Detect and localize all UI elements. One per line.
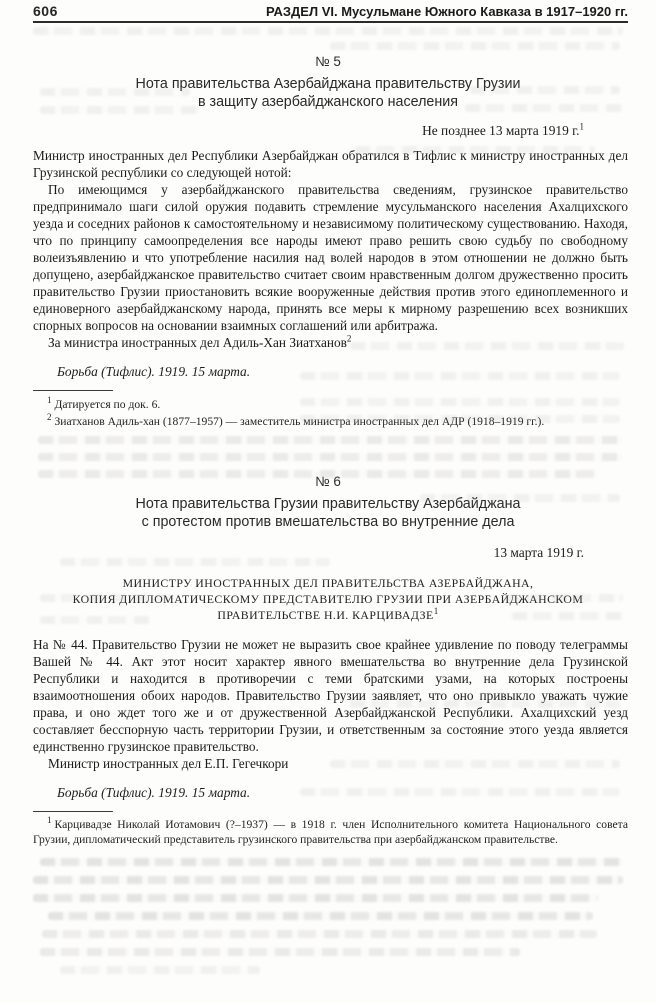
- bleedthrough-text: [38, 436, 623, 444]
- doc6-footnote-1-ref: 1: [47, 815, 52, 826]
- doc5-date-text: Не позднее 13 марта 1919 г.: [422, 123, 580, 138]
- doc5-signature-text: За министра иностранных дел Адиль-Хан Зиатханов: [48, 335, 347, 350]
- bleedthrough-text: [330, 42, 620, 50]
- doc5-signature-footnote-ref: 2: [346, 333, 352, 344]
- doc5-date-footnote-ref: 1: [579, 121, 584, 132]
- bleedthrough-text: [33, 27, 623, 35]
- doc6-addressee-line3: [0, 607, 656, 623]
- doc5-title-line2: в защиту азербайджанского населения: [197, 94, 459, 110]
- doc6-addressee-footnote-ref: 1: [433, 606, 439, 617]
- doc6-footnote-1: [33, 817, 628, 847]
- bleedthrough-text: [33, 894, 598, 902]
- bleedthrough-text: [42, 930, 597, 938]
- bleedthrough-text: [33, 876, 623, 884]
- doc5-title: [0, 75, 656, 111]
- doc6-paragraph-body: На № 44. Правительство Грузии не может не выразить свое крайнее удивление по поводу телеграммы Вашей № 44. Акт этот носит характер явного вмешательства во внутренние дела Грузинской Республики и находится в противоречии с теми братскими узами, на которых построены взаимоотношения обоих народов. Правительство Грузии заявляет, что оно привыкло уважать чужие права, и оно ждет того же и от дружественной Азербайджанской Республики. Ахалцихский уезд составляет бесспорную часть территории Грузии, и ответственным за состояние этого уезда является единственно грузинское правительство.: [33, 637, 628, 754]
- bleedthrough-text: [60, 966, 260, 974]
- section-header-title: РАЗДЕЛ VI. Мусульмане Южного Кавказа в 1917–1920 гг.: [265, 4, 628, 19]
- bleedthrough-text: [38, 453, 623, 461]
- doc5-footnote-2-text: Зиатханов Адиль-хан (1877–1957) — заместитель министра иностранных дел АДР (1918–1919 гг.).: [54, 415, 545, 428]
- doc5-footnote-2-ref: 2: [47, 412, 52, 423]
- bleedthrough-text: [48, 912, 593, 920]
- bleedthrough-text: [40, 858, 623, 866]
- doc5-number: № 5: [315, 54, 341, 69]
- doc6-footnote-rule: [33, 811, 113, 812]
- header-rule: [33, 21, 628, 23]
- doc6-addressee-line2: КОПИЯ ДИПЛОМАТИЧЕСКОМУ ПРЕДСТАВИТЕЛЮ ГРУЗИИ ПРИ АЗЕРБАЙДЖАНСКОМ: [72, 592, 584, 606]
- bleedthrough-text: [40, 948, 520, 956]
- doc6-footnote-1-text: Карцивадзе Николай Иотамович (?–1937) — в 1918 г. член Исполнительного комитета Национального совета Грузии, дипломатический представитель грузинского правительства при азербайджанском правительстве.: [33, 818, 628, 846]
- doc6-title-line2: с протестом против вмешательства во внутренние дела: [141, 514, 515, 530]
- page-number: 606: [33, 3, 58, 19]
- doc6-title-line1: Нота правительства Грузии правительству Азербайджана: [135, 496, 521, 512]
- doc6-addressee: [0, 575, 656, 623]
- doc5-footnote-1: [33, 397, 628, 412]
- doc5-source-citation: Борьба (Тифлис). 1919. 15 марта.: [57, 364, 251, 379]
- running-header: [0, 0, 656, 19]
- doc5-footnote-1-text: Датируется по док. 6.: [54, 398, 161, 411]
- doc5-footnote-2: [33, 414, 628, 429]
- doc5-footnote-1-ref: 1: [47, 395, 52, 406]
- doc6-addressee-line3-text: ПРАВИТЕЛЬСТВЕ Н.И. КАРЦИВАДЗЕ: [217, 608, 434, 622]
- doc6-signature: Министр иностранных дел Е.П. Гегечкори: [48, 756, 289, 771]
- doc6-source-citation: Борьба (Тифлис). 1919. 15 марта.: [57, 785, 251, 800]
- document-6: [0, 473, 656, 847]
- doc5-footnote-rule: [33, 390, 113, 391]
- doc5-date: [0, 122, 656, 139]
- doc5-paragraph-intro: Министр иностранных дел Республики Азербайджан обратился в Тифлис к министру иностранных дел Грузинской республики со следующей нотой:: [33, 148, 628, 180]
- doc5-title-line1: Нота правительства Азербайджана правительству Грузии: [135, 76, 521, 92]
- doc6-addressee-line1: МИНИСТРУ ИНОСТРАННЫХ ДЕЛ ПРАВИТЕЛЬСТВА АЗЕРБАЙДЖАНА,: [122, 576, 534, 590]
- doc6-title: [0, 495, 656, 531]
- document-5: [0, 53, 656, 429]
- doc5-paragraph-body: По имеющимся у азербайджанского правительства сведениям, грузинское правительство предпринимало шаги силой оружия подавить стремление мусульманского населения Ахалцихского уезда и соседних районов к самостоятельному и независимому политическому существованию. Находя, что по принципу самоопределения все народы имеют право решить свою судьбу по свободному волеизъявлению и что употребление насилия над волей народов в этом отношении не должно быть допущено, азербайджанское правительство считает своим нравственным долгом дружественно просить правительство Грузии приостановить всякие вооруженные действия против этого единоплеменного и единоверного азербайджанскому народа, принять все меры к мирному разрешению всех возникших спорных вопросов на основании взаимных соглашений или арбитража.: [33, 182, 628, 333]
- doc5-signature: [33, 334, 628, 351]
- doc6-number: № 6: [315, 474, 341, 489]
- doc6-date: 13 марта 1919 г.: [493, 545, 584, 560]
